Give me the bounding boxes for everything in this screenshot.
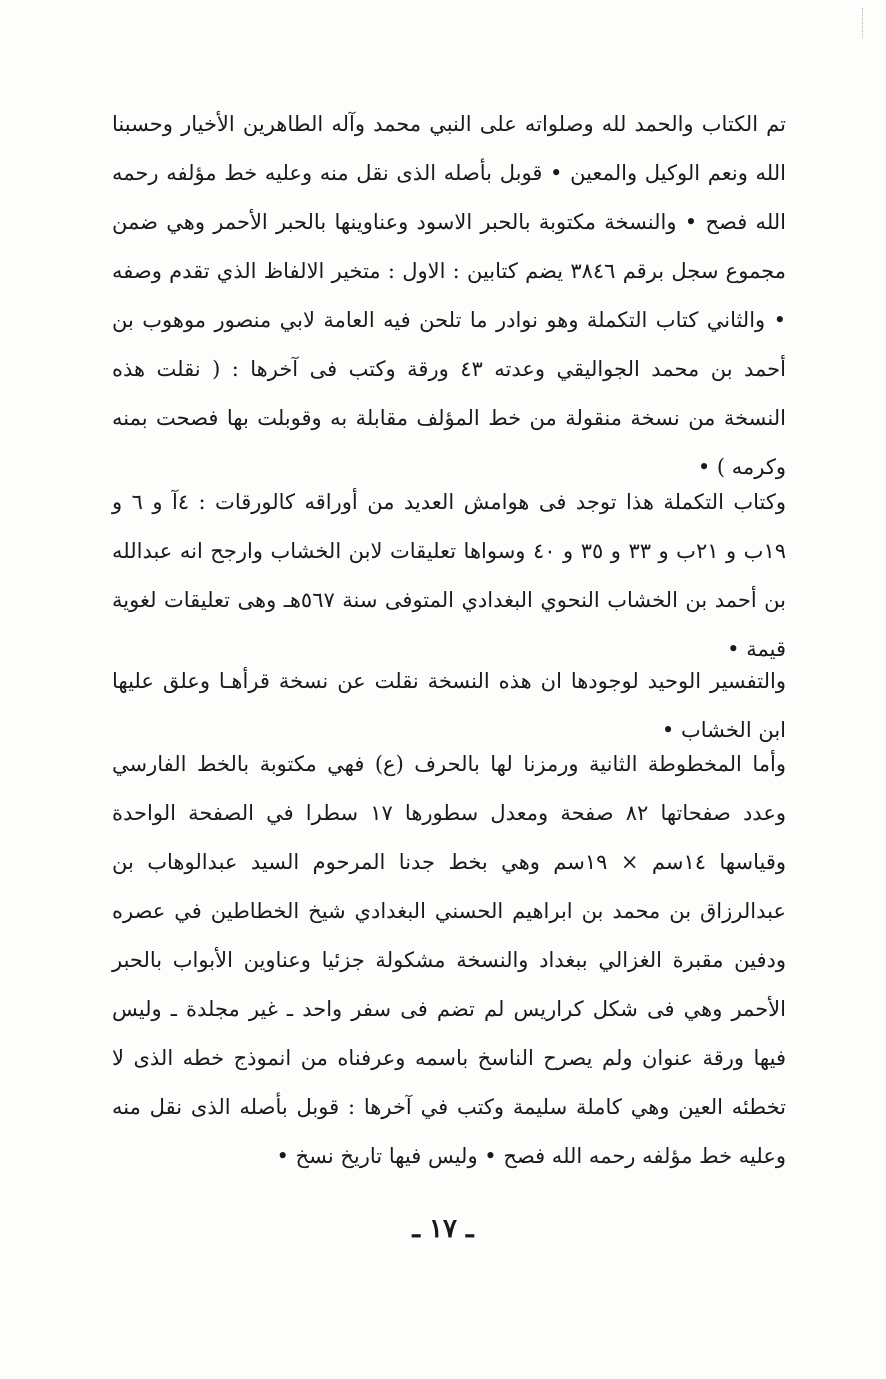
scan-margin-mark [862, 8, 864, 38]
paragraph-text: وكتاب التكملة هذا توجد فى هوامش العديد من أوراقه كالورقات : ٤آ و ٦ و ١٩ب و ٢١ب و ٣٣ و ٣٥ و ٤٠ وسواها تعليقات لابن الخشاب وارجح انه عبدالله بن أحمد بن الخشاب النحوي البغدادي المتوفى سنة ٥٦٧هـ وهى تعليقات لغوية قيمة • [112, 490, 786, 661]
paragraph-text: وأما المخطوطة الثانية ورمزنا لها بالحرف (ع) فهي مكتوبة بالخط الفارسي وعدد صفحاتها ٨٢ صفحة ومعدل سطورها ١٧ سطرا في الصفحة الواحدة وقياسها ١٤سم × ١٩سم وهي بخط جدنا المرحوم السيد عبدالوهاب بن عبدالرزاق بن محمد بن ابراهيم الحسني البغدادي شيخ الخطاطين في عصره ودفين مقبرة الغزالي ببغداد والنسخة مشكولة جزئيا وعناوين الأبواب بالحبر الأحمر وهي فى شكل كراريس لم تضم فى سفر واحد ـ غير مجلدة ـ وليس فيها ورقة عنوان ولم يصرح الناسخ باسمه وعرفناه من انموذج خطه الذى لا تخطئه العين وهي كاملة سليمة وكتب في آخرها : قوبل بأصله الذى نقل منه وعليه خط مؤلفه رحمه الله فصح • وليس فيها تاريخ نسخ • [112, 752, 786, 1168]
paragraph-second-manuscript [112, 740, 786, 1181]
paragraph-text: والتفسير الوحيد لوجودها ان هذه النسخة نقلت عن نسخة قرأهـا وعلق عليها ابن الخشاب • [112, 669, 786, 742]
paragraph-text: تم الكتاب والحمد لله وصلواته على النبي محمد وآله الطاهرين الأخيار وحسبنا الله ونعم الوكيل والمعين • قوبل بأصله الذى نقل منه وعليه خط مؤلفه رحمه الله فصح • والنسخة مكتوبة بالحبر الاسود وعناوينها بالحبر الأحمر وهي ضمن مجموع سجل برقم ٣٨٤٦ يضم كتابين : الاول : متخير الالفاظ الذي تقدم وصفه • والثاني كتاب التكملة وهو نوادر ما تلحن فيه العامة لابي منصور موهوب بن أحمد بن محمد الجواليقي وعدته ٤٣ ورقة وكتب فى آخرها : ( نقلت هذه النسخة من نسخة منقولة من خط المؤلف مقابلة به وقوبلت بها فصحت بمنه وكرمه ) • [112, 112, 786, 479]
paragraph-colophon [112, 100, 786, 492]
page-number: ـ ١٧ ـ [412, 1214, 474, 1244]
paragraph-takmila-notes [112, 478, 786, 674]
